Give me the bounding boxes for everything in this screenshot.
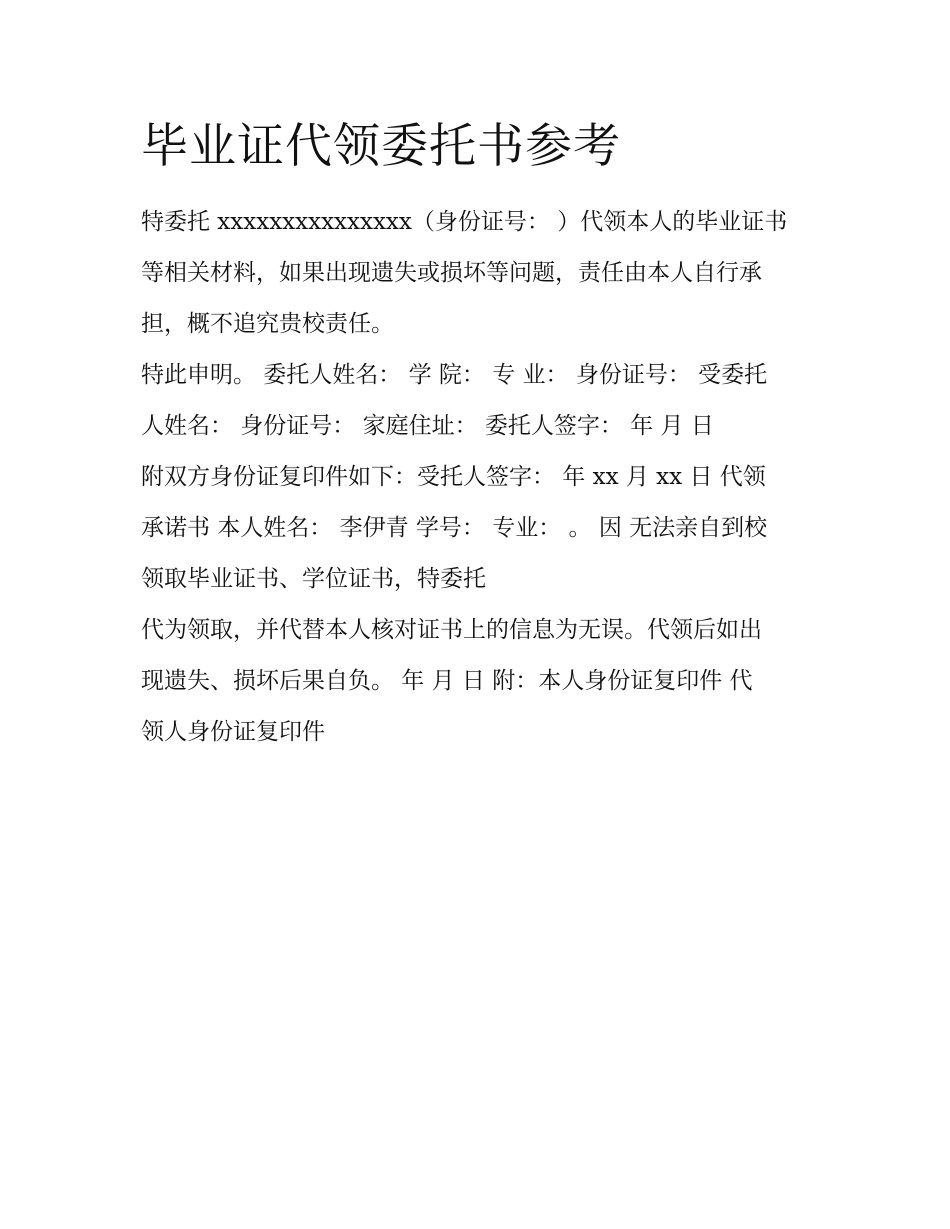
body-line-11: 领人身份证复印件 [141, 719, 325, 745]
document-title: 毕业证代领委托书参考 [141, 119, 621, 174]
body-line-10: 现遗失、损坏后果自负。 年 月 日 附：本人身份证复印件 代 [141, 668, 753, 694]
body-line-8: 领取毕业证书、学位证书，特委托 [141, 566, 486, 592]
body-line-1: 特委托 xxxxxxxxxxxxxxx（身份证号： ）代领本人的毕业证书 [141, 209, 788, 235]
document-body [141, 197, 821, 758]
body-line-9: 代为领取，并代替本人核对证书上的信息为无误。代领后如出 [141, 617, 762, 643]
body-line-2: 等相关材料，如果出现遗失或损坏等问题，责任由本人自行承 [141, 260, 762, 286]
body-line-4: 特此申明。 委托人姓名： 学 院： 专 业： 身份证号： 受委托 [141, 362, 768, 388]
body-line-3: 担，概不追究贵校责任。 [141, 311, 394, 337]
body-line-5: 人姓名： 身份证号： 家庭住址： 委托人签字： 年 月 日 [141, 413, 714, 439]
body-line-7: 承诺书 本人姓名： 李伊青 学号： 专业： 。 因 无法亲自到校 [141, 515, 768, 541]
body-line-6: 附双方身份证复印件如下：受托人签字： 年 xx 月 xx 日 代领 [141, 464, 766, 490]
